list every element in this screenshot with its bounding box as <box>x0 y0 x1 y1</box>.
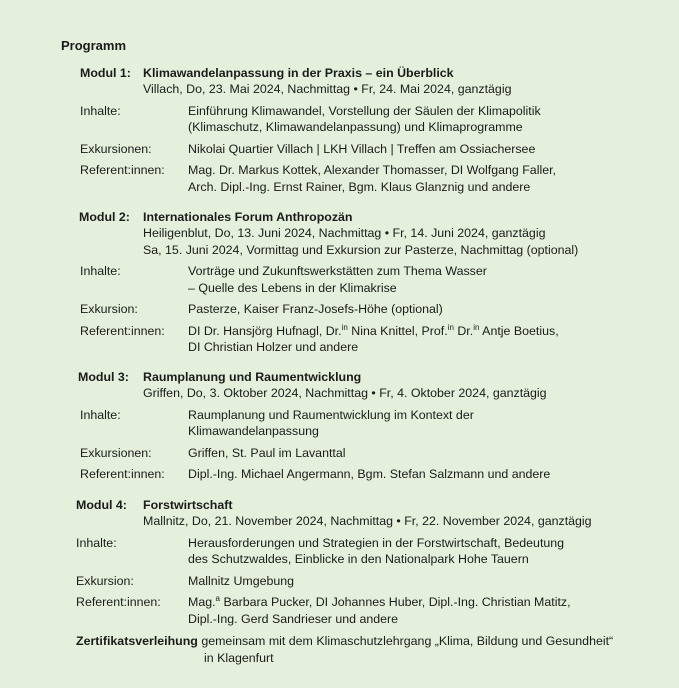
row-inhalte <box>0 535 679 568</box>
certificate-text: gemeinsam mit dem Klimaschutzlehrgang „Klima, Bildung und Gesundheit“ <box>201 634 614 648</box>
row-exkursionen <box>0 445 679 462</box>
module-1 <box>0 65 679 195</box>
row-value: Nikolai Quartier Villach | LKH Villach | Treffen am Ossiachersee <box>188 141 536 156</box>
row-exkursion <box>0 573 679 590</box>
module-header <box>0 497 679 513</box>
row-label: Referent:innen: <box>76 595 161 609</box>
module-label: Modul 2: <box>79 210 130 224</box>
module-date: Heiligenblut, Do, 13. Juni 2024, Nachmittag • Fr, 14. Juni 2024, ganztägig <box>143 226 546 240</box>
certificate-label: Zertifikatsverleihung <box>76 634 198 648</box>
row-label: Inhalte: <box>80 103 121 118</box>
row-value: Dipl.-Ing. Gerd Sandrieser und andere <box>188 611 399 626</box>
program-title: Programm <box>61 38 127 53</box>
row-referenten <box>0 323 679 356</box>
module-date: Griffen, Do, 3. Oktober 2024, Nachmittag • Fr, 4. Oktober 2024, ganztägig <box>143 386 547 400</box>
row-value: Dipl.-Ing. Michael Angermann, Bgm. Stefan Salzmann und andere <box>188 467 551 481</box>
row-inhalte <box>0 263 679 296</box>
row-value: (Klimaschutz, Klimawandelanpassung) und Klimaprogramme <box>188 120 523 134</box>
row-value: Griffen, St. Paul im Lavanttal <box>188 445 346 460</box>
module-header <box>0 65 679 81</box>
row-inhalte <box>0 103 679 136</box>
module-title: Forstwirtschaft <box>143 498 233 512</box>
row-referenten <box>0 594 679 627</box>
row-value: Herausforderungen und Strategien in der Forstwirtschaft, Bedeutung <box>188 535 565 550</box>
module-header <box>0 369 679 385</box>
row-exkursion <box>0 301 679 318</box>
certificate-note <box>76 633 656 666</box>
module-date: Mallnitz, Do, 21. November 2024, Nachmittag • Fr, 22. November 2024, ganztägig <box>143 514 592 528</box>
row-inhalte <box>0 407 679 440</box>
row-label: Exkursionen: <box>80 445 152 460</box>
row-value: Mag.$^a$ Barbara Pucker, DI Johannes Huber, Dipl.-Ing. Christian Matitz, <box>188 594 571 609</box>
module-label: Modul 1: <box>80 66 131 80</box>
row-value: – Quelle des Lebens in der Klimakrise <box>188 280 397 295</box>
row-referenten <box>0 466 679 483</box>
row-label: Referent:innen: <box>80 323 165 338</box>
row-label: Inhalte: <box>76 535 117 550</box>
certificate-line <box>76 633 656 650</box>
module-label: Modul 4: <box>76 498 127 512</box>
module-header <box>0 209 679 225</box>
row-label: Referent:innen: <box>80 163 165 177</box>
row-value: Einführung Klimawandel, Vorstellung der Säulen der Klimapolitik <box>188 103 541 118</box>
row-label: Exkursion: <box>76 573 134 588</box>
row-value: Raumplanung und Raumentwicklung im Kontext der <box>188 407 474 422</box>
row-label: Inhalte: <box>80 264 121 278</box>
row-value: DI Christian Holzer und andere <box>188 340 359 354</box>
module-title: Raumplanung und Raumentwicklung <box>143 370 362 384</box>
row-value: Arch. Dipl.-Ing. Ernst Rainer, Bgm. Klaus Glanznig und andere <box>188 179 531 194</box>
certificate-location: in Klagenfurt <box>204 650 274 665</box>
module-label: Modul 3: <box>78 370 129 384</box>
module-title: Internationales Forum Anthropozän <box>143 210 353 224</box>
module-date: Sa, 15. Juni 2024, Vormittag und Exkursion zur Pasterze, Nachmittag (optional) <box>143 242 579 257</box>
row-value: Mag. Dr. Markus Kottek, Alexander Thomasser, DI Wolfgang Faller, <box>188 163 556 177</box>
row-value: Klimawandelanpassung <box>188 424 319 438</box>
module-2 <box>0 209 679 356</box>
row-label: Exkursionen: <box>80 141 152 156</box>
row-value: DI Dr. Hansjörg Hufnagl, Dr.$^{in}$ Nina Knittel, Prof.$^{in}$ Dr.$^{in}$ Antje Boetius, <box>188 322 559 338</box>
row-label: Inhalte: <box>80 407 121 422</box>
row-value: Pasterze, Kaiser Franz-Josefs-Höhe (optional) <box>188 302 443 316</box>
row-label: Exkursion: <box>80 302 138 316</box>
row-value: des Schutzwaldes, Einblicke in den Nationalpark Hohe Tauern <box>188 552 529 566</box>
row-value: Mallnitz Umgebung <box>188 573 295 588</box>
module-date: Villach, Do, 23. Mai 2024, Nachmittag • Fr, 24. Mai 2024, ganztägig <box>143 82 512 96</box>
module-4 <box>0 497 679 627</box>
row-referenten <box>0 162 679 195</box>
module-3 <box>0 369 679 483</box>
module-title: Klimawandelanpassung in der Praxis – ein Überblick <box>143 66 454 80</box>
row-value: Vorträge und Zukunftswerkstätten zum Thema Wasser <box>188 264 487 278</box>
row-label: Referent:innen: <box>80 467 165 481</box>
row-exkursionen <box>0 141 679 158</box>
